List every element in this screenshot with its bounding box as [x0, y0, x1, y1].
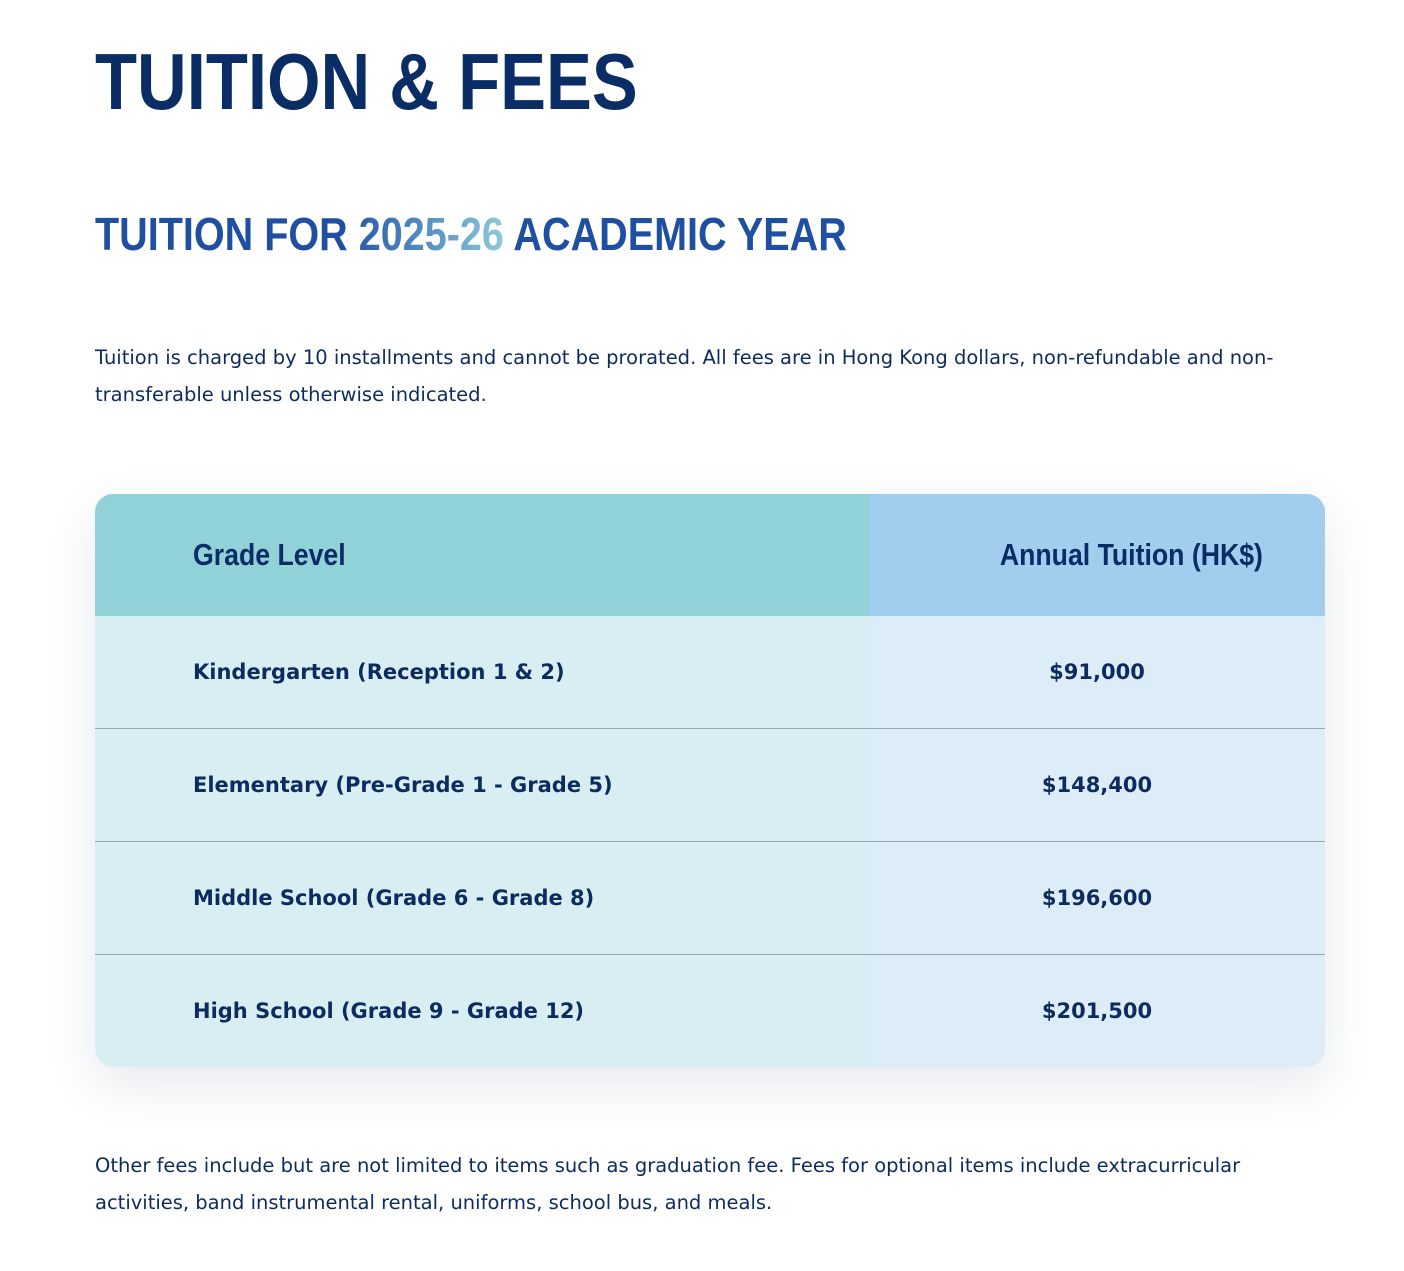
- amount-cell: $148,400: [869, 729, 1325, 842]
- section-title-year: 2025-26: [358, 208, 504, 260]
- header-annual-tuition-label: Annual Tuition (HK$): [999, 537, 1263, 572]
- section-title-prefix: TUITION FOR: [95, 208, 359, 260]
- table-row: [95, 616, 1325, 729]
- amount-cell: $91,000: [869, 616, 1325, 729]
- tuition-table: [95, 494, 1325, 1067]
- section-title: [95, 208, 847, 260]
- intro-paragraph: Tuition is charged by 10 installments and cannot be prorated. All fees are in Hong Kong dollars, non-refundable and non-transferable unless otherwise indicated.: [95, 346, 1274, 406]
- grade-cell: Kindergarten (Reception 1 & 2): [95, 616, 869, 729]
- header-grade-level: [95, 494, 869, 616]
- header-annual-tuition: [869, 494, 1325, 616]
- table-header-row: [95, 494, 1325, 616]
- table-row: [95, 955, 1325, 1068]
- footnote-paragraph: Other fees include but are not limited to items such as graduation fee. Fees for optional items include extracurricular activities, band instrumental rental, uniforms, school bus, and meals.: [95, 1154, 1241, 1214]
- amount-cell: $201,500: [869, 955, 1325, 1068]
- grade-cell: High School (Grade 9 - Grade 12): [95, 955, 869, 1068]
- section-title-suffix: ACADEMIC YEAR: [503, 208, 847, 260]
- table-row: [95, 842, 1325, 955]
- tuition-table-card: [95, 494, 1325, 1067]
- grade-cell: Elementary (Pre-Grade 1 - Grade 5): [95, 729, 869, 842]
- header-grade-level-label: Grade Level: [193, 537, 346, 572]
- amount-cell: $196,600: [869, 842, 1325, 955]
- page-title: TUITION & FEES: [95, 37, 638, 126]
- table-row: [95, 729, 1325, 842]
- grade-cell: Middle School (Grade 6 - Grade 8): [95, 842, 869, 955]
